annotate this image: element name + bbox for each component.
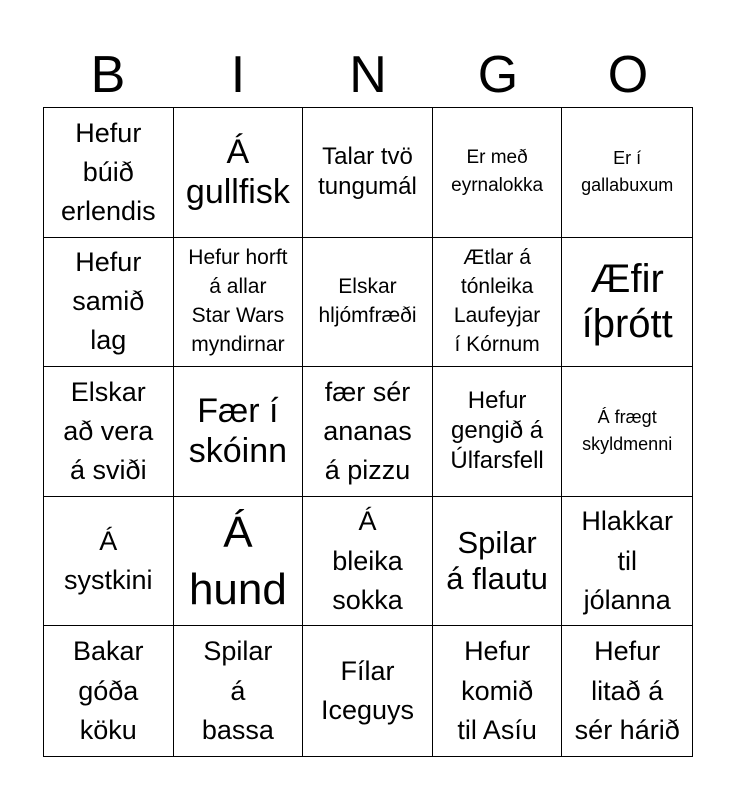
cell-text: Hefur litað á sér hárið: [574, 636, 680, 745]
cell-text: Á bleika sokka: [332, 506, 403, 615]
cell-text: Elskar hljómfræði: [318, 274, 417, 327]
cell-text: Á frægt skyldmenni: [582, 407, 673, 455]
bingo-cell[interactable]: [562, 108, 692, 238]
cell-text: Hefur búið erlendis: [61, 117, 156, 226]
bingo-grid: [43, 107, 693, 757]
cell-text: Hlakkar til jólanna: [581, 506, 673, 615]
cell-text: Bakar góða köku: [73, 636, 144, 745]
bingo-header: [43, 44, 693, 106]
cell-text: Hefur gengið á Úlfarsfell: [450, 387, 544, 475]
bingo-cell[interactable]: [44, 238, 174, 368]
header-letter-b: B: [90, 46, 126, 104]
bingo-cell[interactable]: [303, 367, 433, 497]
cell-text: Æfir íþrótt: [581, 257, 673, 346]
cell-text: Spilar á flautu: [446, 524, 548, 597]
bingo-cell[interactable]: [44, 367, 174, 497]
cell-text: Talar tvö tungumál: [318, 143, 417, 201]
cell-text: Spilar á bassa: [201, 636, 274, 745]
bingo-cell[interactable]: [562, 367, 692, 497]
cell-text: Á gullfisk: [185, 133, 290, 212]
bingo-cell[interactable]: [433, 108, 563, 238]
cell-text: Hefur samið lag: [72, 247, 145, 356]
bingo-cell[interactable]: [174, 367, 304, 497]
cell-text: Á hund: [188, 507, 287, 615]
cell-text: fær sér ananas á pizzu: [323, 376, 412, 486]
header-letter-n: N: [349, 46, 387, 104]
bingo-cell[interactable]: [433, 367, 563, 497]
bingo-cell[interactable]: [174, 626, 304, 756]
cell-text: Hefur komið til Asíu: [457, 636, 537, 745]
bingo-cell[interactable]: [433, 626, 563, 756]
bingo-cell[interactable]: [303, 497, 433, 627]
bingo-cell[interactable]: [44, 108, 174, 238]
bingo-cell[interactable]: [433, 497, 563, 627]
bingo-cell[interactable]: [433, 238, 563, 368]
header-letter-i: I: [230, 46, 246, 104]
bingo-cell[interactable]: [303, 626, 433, 756]
cell-text: Á systkini: [64, 525, 153, 596]
cell-text: Hefur horft á allar Star Wars myndirnar: [188, 245, 288, 356]
bingo-cell[interactable]: [44, 497, 174, 627]
cell-text: Er með eyrnalokka: [451, 146, 544, 197]
bingo-cell[interactable]: [174, 238, 304, 368]
cell-text: Ætlar á tónleika Laufeyjar í Kórnum: [453, 245, 541, 356]
bingo-cell[interactable]: [562, 497, 692, 627]
bingo-cell[interactable]: [562, 626, 692, 756]
header-letter-o: O: [607, 46, 649, 104]
header-letter-g: G: [477, 46, 519, 104]
bingo-cell[interactable]: [44, 626, 174, 756]
cell-text: Elskar að vera á sviði: [63, 376, 154, 486]
bingo-cell[interactable]: [303, 108, 433, 238]
cell-text: Fílar Iceguys: [320, 656, 415, 726]
cell-text: Er í gallabuxum: [581, 148, 674, 196]
bingo-cell[interactable]: [562, 238, 692, 368]
bingo-cell[interactable]: [174, 497, 304, 627]
cell-text: Fær í skóinn: [188, 392, 288, 471]
bingo-cell[interactable]: [303, 238, 433, 368]
bingo-cell[interactable]: [174, 108, 304, 238]
